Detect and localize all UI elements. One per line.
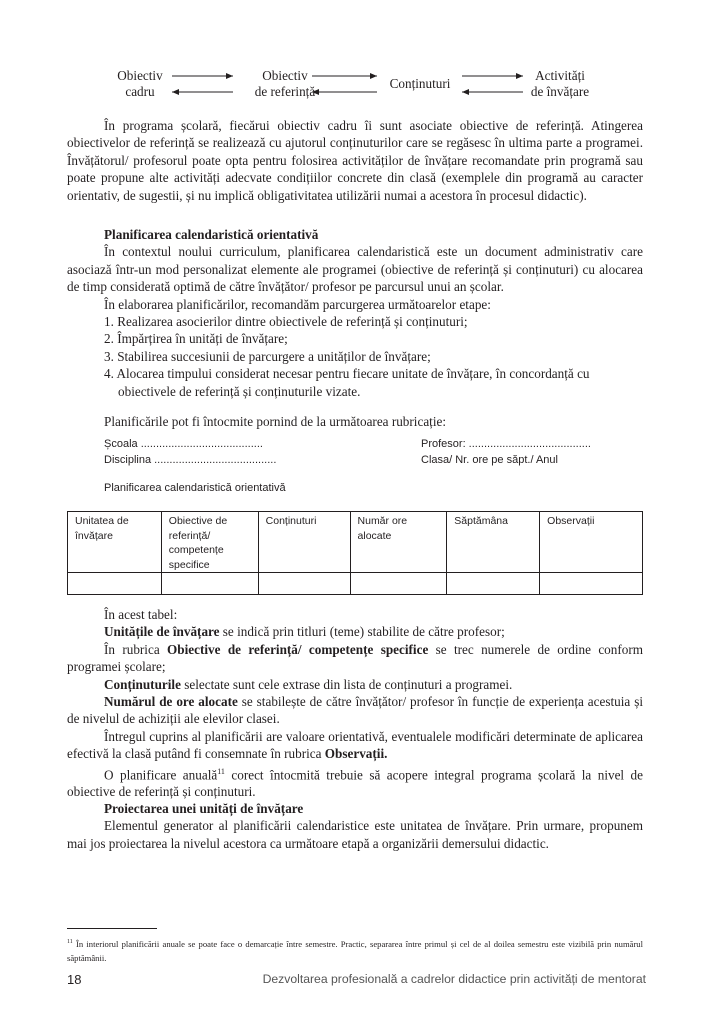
bold-term: Numărul de ore alocate <box>104 694 238 710</box>
form-profesor: Profesor: ........................................ <box>421 438 591 450</box>
list-item: 3. Stabilirea succesiunii de parcurgere a unităților de învățare; <box>104 348 431 364</box>
table-cell <box>161 573 258 595</box>
table-header-row <box>68 512 643 573</box>
text: se stabilește de către învățător/ profesor în funcție de experiența acestuia și de nivelul de achiziții ale elevilor clasei. <box>67 694 643 727</box>
paragraph <box>67 693 643 728</box>
diagram-arrows <box>0 0 728 110</box>
footnote-ref[interactable]: 11 <box>217 766 225 776</box>
running-title: Dezvoltarea profesională a cadrelor didactice prin activități de mentorat <box>262 972 646 986</box>
footnote <box>67 935 643 965</box>
bold-term: Unitățile de învățare <box>104 624 220 640</box>
node-line-2: de referință <box>254 84 316 99</box>
node-line-2: cadru <box>125 84 155 99</box>
planning-table <box>67 511 643 595</box>
list-item: 4. Alocarea timpului considerat necesar pentru fiecare unitate de învățare, în concordanță cu obiectivele de referință și conținuturile vizate. <box>104 366 590 399</box>
paragraph: În elaborarea planificărilor, recomandăm parcurgerea următoarelor etape: <box>104 296 491 312</box>
node-line-2: de învățare <box>530 84 590 99</box>
paragraph <box>67 623 643 640</box>
node-line-1: Activități <box>535 68 585 83</box>
node-line-1: Obiectiv <box>262 68 308 83</box>
form-title: Planificarea calendaristică orientativă <box>104 482 286 494</box>
table-cell <box>540 573 643 595</box>
table-header-cell: Observații <box>540 512 643 573</box>
section-heading <box>67 226 643 243</box>
text: corect întocmită trebuie să acopere integral programa școlară la nivel de obiective de referință și conținuturi. <box>67 767 643 800</box>
explanations-section <box>67 606 643 801</box>
table-cell <box>258 573 350 595</box>
paragraph <box>67 728 643 763</box>
table-cell <box>447 573 540 595</box>
table-header-cell: Unitatea de învățare <box>68 512 162 573</box>
section-planificare <box>67 226 643 430</box>
table-header-cell: Obiective de referință/ competențe specifice <box>161 512 258 573</box>
footnote-divider <box>67 928 157 929</box>
list-item: 1. Realizarea asocierilor dintre obiectivele de referință și conținuturi; <box>104 314 468 330</box>
form-disciplina: Disciplina ........................................ <box>104 454 277 466</box>
text: Întregul cuprins al planificării are valoare orientativă, eventualele modificări determinate de aplicarea efectivă la clasă putând fi consemnate în rubrica <box>67 728 643 762</box>
bold-term: Conținuturile <box>104 676 181 692</box>
table-row <box>68 573 643 595</box>
paragraph: Elementul generator al planificării calendaristice este unitatea de învățare. Prin urmare, propunem mai jos proiectarea la nivelul acestora ca următoare etapă a organizării demersului didactic. <box>67 818 643 851</box>
form-scoala: Școala ........................................ <box>104 438 263 450</box>
paragraph: Planificările pot fi întocmite pornind de la următoarea rubricație: <box>104 414 447 430</box>
footnote-text: În interiorul planificării anuale se poate face o demarcație între semestre. Practic, separarea între primul și cel de al doilea semestru este vizibilă prin numărul săptămânii. <box>67 938 643 963</box>
table-cell <box>68 573 162 595</box>
bold-term: Observații. <box>324 746 388 762</box>
text: În rubrica <box>104 641 168 657</box>
text: O planificare anuală <box>104 767 218 783</box>
section-proiectare <box>67 800 643 852</box>
bold-term: Obiective de referință/ competențe specifice <box>167 641 429 657</box>
paragraph <box>67 641 643 676</box>
paragraph: În contextul noului curriculum, planificarea calendaristică este un document administrativ care asociază într-un mod personalizat elemente ale programei (obiective de referință și conținuturi) cu alocarea de timp considerată optimă de către învățător/ profesor pe parcursul unui an școlar. <box>67 244 643 295</box>
table-header-cell: Săptămâna <box>447 512 540 573</box>
flow-diagram <box>0 0 728 110</box>
text: selectate sunt cele extrase din lista de conținuturi a programei. <box>180 676 513 692</box>
intro-paragraph: În programa școlară, fiecărui obiectiv cadru îi sunt asociate obiective de referință. Atingerea obiectivelor de referință se realizează cu ajutorul conținuturilor care se regăsesc în ultima parte a programei. Învățătorul/ profesorul poate opta pentru folosirea activităților de învățare recomandate prin programă sau poate propune alte activități adecvate condițiilor concrete din clasă (exemplele din programă au caracter orientativ, de sugestii, și nu implică obligativitatea utilizării numai a acestora în procesul didactic). <box>67 118 643 203</box>
table-header-cell: Conținuturi <box>258 512 350 573</box>
paragraph <box>67 676 643 693</box>
form-clasa: Clasa/ Nr. ore pe săpt./ Anul <box>421 454 558 466</box>
list-item: 2. Împărțirea în unități de învățare; <box>104 331 288 347</box>
footnote-number: 11 <box>67 939 73 945</box>
table-header-cell: Număr ore alocate <box>350 512 447 573</box>
heading-text: Planificarea calendaristică orientativă <box>104 227 319 242</box>
intro-section <box>67 117 643 204</box>
text: se trec numerele de ordine conform programei școlare; <box>67 641 643 675</box>
node-line-1: Obiectiv <box>117 68 163 83</box>
node-line-1: Conținuturi <box>389 76 451 91</box>
paragraph: În acest tabel: <box>104 607 178 622</box>
table-cell <box>350 573 447 595</box>
paragraph <box>67 763 643 801</box>
text: se indică prin titluri (teme) stabilite de către profesor; <box>219 624 505 640</box>
section-heading <box>67 800 643 817</box>
page-number: 18 <box>67 972 82 987</box>
heading-text: Proiectarea unei unități de învățare <box>104 801 304 816</box>
